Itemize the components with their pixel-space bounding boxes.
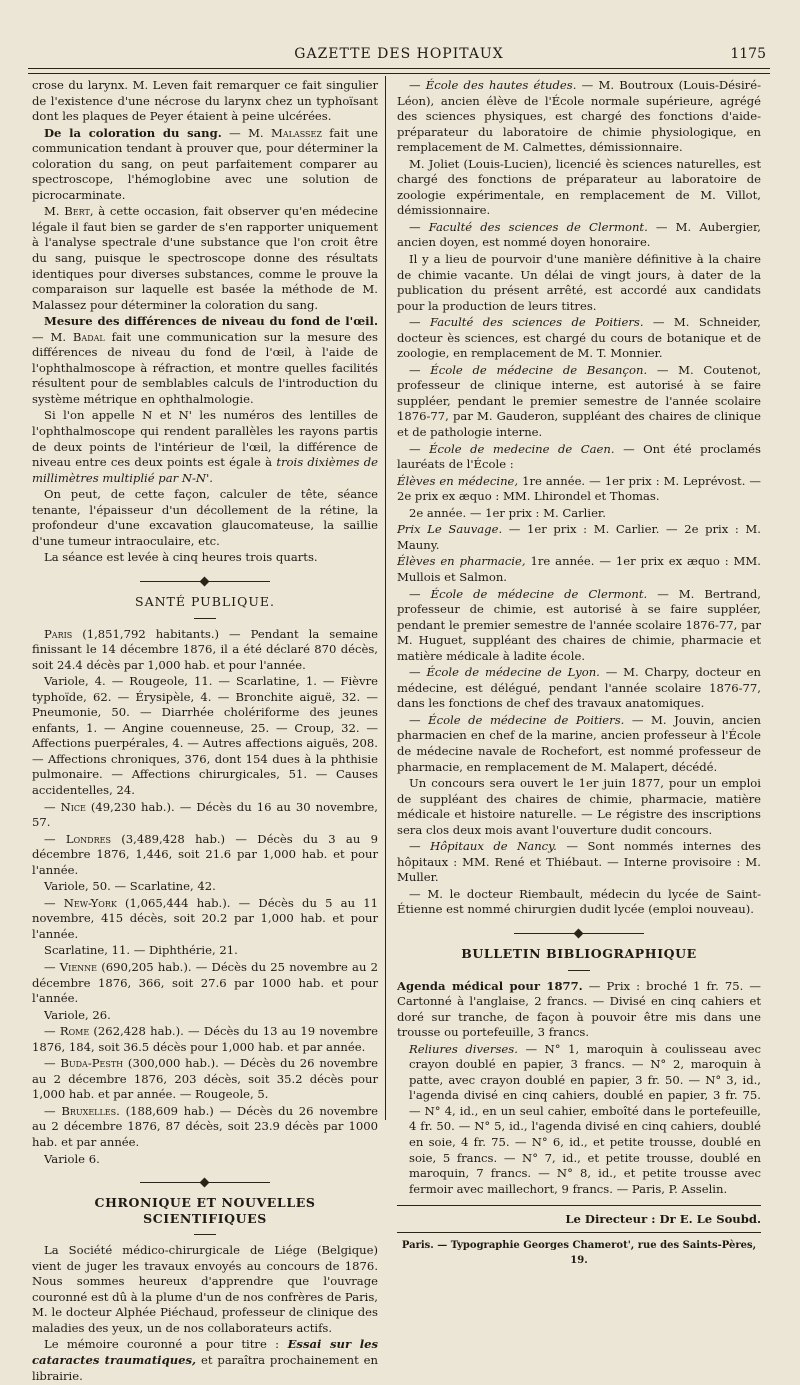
paragraph-londres-causes: Variole, 50. — Scarlatine, 42. (44, 879, 216, 894)
city-bruxelles: Bruxelles. (61, 1103, 120, 1118)
text-sauvage: — 1er prix : M. Carlier. — 2e prix : M. Mauny. (397, 522, 761, 552)
column-divider (385, 76, 386, 1120)
text-memoire-title: Essai sur les cataractes traumatiques, (32, 1337, 378, 1368)
paragraph-nice: — Nice (49,230 hab.). — Décès du 16 au 30 novembre, 57. (32, 799, 378, 830)
label-clermont-med: — École de médecine de Clermont. (409, 586, 648, 601)
paragraph-pharmacie (397, 554, 761, 585)
label-besancon: — École de médecine de Besançon. (409, 362, 648, 377)
section-ornament (140, 1175, 270, 1189)
text-mesure: fait une communication sur la mesure des différences de niveau du fond de l'œil, à l'aide de l'ophthalmoscope à réfraction, et montre quelles facilités résultent pour de semblables calculs de l'introduction du système métrique en ophthalmologie. (32, 329, 378, 406)
city-londres: Londres (65, 831, 111, 846)
text-lyon: — M. Charpy, docteur en médecine, est délégué, pendant l'année scolaire 1876-77, dans les fonctions de chef des travaux anatomiques. (397, 665, 761, 711)
text-coloration: fait une communication tendant à prouver que, pour déterminer la coloration du sang, on peut parfaitement comparer au spectroscope, l'hémoglobine avec une solution de picrocarminate. (32, 125, 378, 202)
paragraph-liege: La Société médico-chirurgicale de Liége (Belgique) vient de juger les travaux envoyés au concours de 1876. Nous sommes heureux d'apprendre que l'ouvrage couronné est dû à la plume d'un de nos confrères de Paris, M. le docteur Alphée Piéchaud, professeur de clinique des maladies des yeux, un de nos collaborateurs actifs. (32, 1243, 378, 1335)
paragraph-eleves-medecine (397, 474, 761, 505)
paragraph-concours: Un concours sera ouvert le 1er juin 1877, pour un emploi de suppléant des chaires de chimie, pharmacie, matière médicale et histoire naturelle. — Le régistre des inscriptions sera clos deux mois avant l'ouverture dudit concours. (397, 776, 761, 837)
paragraph-lyon (397, 665, 761, 712)
text-nancy: — Sont nommés internes des hôpitaux : MM. René et Thiébaut. — Interne provisoire : M. Muller. (397, 839, 761, 885)
paragraph-bruxelles-causes: Variole 6. (44, 1151, 100, 1166)
text-bert: à cette occasion, fait observer qu'en médecine légale il faut bien se garder de s'en rapporter uniquement à l'analyse spectrale d'une substance que l'on croit être du sang, puisque le spectroscope donne des résultats identiques pour diverses substances, comme le prouve la comparaison sur laquelle est basée la méthode de M. Malassez pour déterminer la coloration du sang. (32, 204, 378, 312)
author-bert: M. Bert, (44, 204, 94, 219)
city-newyork: New-York (63, 895, 117, 910)
paragraph-sauvage (397, 522, 761, 553)
paragraph-hautes-etudes (397, 78, 761, 156)
author-badal: M. Badal (50, 329, 105, 344)
heading-mesure: Mesure des différences de niveau du fond de l'œil. (44, 314, 378, 329)
city-rome: Rome (59, 1024, 90, 1039)
paragraph-coloration: De la coloration du sang. — M. Malassez fait une communication tendant à prouver que, pour déterminer la coloration du sang, on peut parfaitement comparer au spectroscope, l'hémoglobine avec une solution de picrocarminate. (32, 125, 378, 202)
text-clermont: — M. Aubergier, ancien doyen, est nommé doyen honoraire. (397, 219, 761, 250)
label-pharmacie: Élèves en pharmacie, (397, 554, 526, 569)
heading-sante-publique: SANTÉ PUBLIQUE. (135, 593, 275, 609)
city-paris: Paris (44, 626, 73, 641)
paragraph-caen (397, 442, 761, 473)
text-poitiers: — M. Schneider, docteur ès sciences, est chargé du cours de botanique et de zoologie, en remplacement de M. T. Monnier. (397, 315, 761, 361)
paragraph-seance: La séance est levée à cinq heures trois quarts. (44, 550, 318, 565)
page-number: 1175 (730, 46, 766, 62)
paragraph-poitiers-med (397, 713, 761, 775)
paragraph-bruxelles: — Bruxelles. (188,609 hab.) — Décès du 26 novembre au 2 décembre 1876, 87 décès, soit 23.9 décès par 1000 hab. et par année. (32, 1103, 378, 1149)
paragraph-onpeut: On peut, de cette façon, calculer de tête, séance tenante, l'épaisseur d'un décollement de la rétine, la profondeur d'une excavation glaucomateuse, la saillie d'une tumeur intraoculaire, etc. (32, 487, 378, 548)
paragraph-clermont (397, 220, 761, 251)
label-lyon: — École de médecine de Lyon. (409, 665, 600, 680)
text-caen: — Ont été proclamés lauréats de l'École : (397, 441, 761, 472)
paragraph-mesure: Mesure des différences de niveau du fond de l'œil. — M. Badal fait une communication sur la mesure des différences de niveau du fond de l'œil, à l'aide de l'ophthalmoscope à réfraction, et montre quelles facilités résultent pour de semblables calculs de l'introduction du système métrique en ophthalmologie. (32, 314, 378, 406)
text-besancon: — M. Coutenot, professeur de clinique interne, est autorisé à se faire suppléer, pendant le premier semestre de l'année scolaire 1876-77, par M. Gauderon, suppléant des chaires de clinique et de pathologie interne. (397, 362, 761, 440)
paragraph-clermont-med (397, 587, 761, 665)
label-hautes-etudes: — École des hautes études. (409, 78, 577, 92)
heading-bulletin: BULLETIN BIBLIOGRAPHIQUE (461, 945, 697, 961)
heading-dash (568, 970, 590, 971)
paragraph-londres: — Londres (3,489,428 hab.) — Décès du 3 au 9 décembre 1876, 1,446, soit 21.6 par 1,000 hab. et pour l'année. (32, 831, 378, 877)
label-agenda: Agenda médical pour 1877. (397, 978, 583, 993)
text-eleves-medecine: 1re année. — 1er prix : M. Leprévost. — 2e prix ex æquo : MM. Lhirondel et Thomas. (397, 473, 761, 504)
text-vienne: (690,205 hab.). — Décès du 25 novembre au 2 décembre 1876, 366, soit 27.6 par 1000 hab. et pour l'année. (32, 959, 378, 1006)
label-poitiers: — Faculté des sciences de Poitiers. (409, 315, 644, 330)
label-clermont: — Faculté des sciences de Clermont. (409, 219, 648, 234)
paragraph-poitiers (397, 315, 761, 362)
paragraph-riembault: — M. le docteur Riembault, médecin du lycée de Saint-Étienne est nommé chirurgien dudit lycée (emploi nouveau). (397, 886, 761, 917)
bibliography-block (397, 979, 761, 1198)
heading-dash (194, 618, 216, 619)
paragraph-niveau (32, 408, 378, 486)
label-reliures: Reliures diverses. (409, 1041, 518, 1056)
author-malassez: M. Malassez (248, 125, 322, 140)
text-rome: (262,428 hab.). — Décès du 13 au 19 novembre 1876, 184, soit 36.5 décès pour 1,000 hab. et par année. (32, 1024, 378, 1054)
text-niveau-formula: trois dixièmes de millimètres multiplié par N-N'. (32, 455, 378, 485)
heading-chronique: CHRONIQUE ET NOUVELLES SCIENTIFIQUES (94, 1195, 316, 1226)
text-londres: (3,489,428 hab.) — Décès du 3 au 9 décembre 1876, 1,446, soit 21.6 par 1,000 hab. et pour l'année. (32, 831, 378, 877)
text-hautes-etudes: — M. Boutroux (Louis-Désiré-Léon), ancien élève de l'École normale supérieure, agrégé des sciences physiques, est chargé des fonctions d'aide-préparateur du laboratoire de chimie physiologique, en remplacement de M. Calmettes, démissionnaire. (397, 78, 761, 155)
right-column (397, 78, 761, 1269)
city-nice: Nice (60, 799, 86, 814)
paragraph-bert (32, 204, 378, 313)
paragraph-paris-causes: Variole, 4. — Rougeole, 11. — Scarlatine, 1. — Fièvre typhoïde, 62. — Érysipèle, 4. — Bronchite aiguë, 32. — Pneumonie, 50. — Diarrhée cholériforme des jeunes enfants, 1. — Angine couenneuse, 25. — Croup, 32. — Affections puerpérales, 4. — Autres affections aiguës, 208. — Affections chroniques, 376, dont 154 dues à la phthisie pulmonaire. — Affections chirurgicales, 51. — Causes accidentelles, 24. (32, 674, 378, 797)
label-sauvage: Prix Le Sauvage. (397, 522, 503, 537)
paragraph-larynx: crose du larynx. M. Leven fait remarquer ce fait singulier de l'existence d'une nécrose du larynx chez un typhoïsant dont les plaques de Peyer étaient à peine ulcérées. (32, 78, 378, 124)
text-memoire: Le mémoire couronné a pour titre : (44, 1337, 279, 1352)
paragraph-eleves-medecine-2: 2e année. — 1er prix : M. Carlier. (409, 505, 606, 520)
paragraph-nancy (397, 839, 761, 886)
section-ornament (514, 926, 644, 940)
text-bruxelles: (188,609 hab.) — Décès du 26 novembre au 2 décembre 1876, 87 décès, soit 23.9 décès par 1000 hab. et par année. (32, 1103, 378, 1149)
paragraph-rome: — Rome (262,428 hab.). — Décès du 13 au 19 novembre 1876, 184, soit 36.5 décès pour 1,000 hab. et par année. (32, 1024, 378, 1054)
label-eleves-medecine: Élèves en médecine, (397, 473, 519, 488)
label-caen: — École de medecine de Caen. (409, 441, 615, 456)
city-buda: Buda-Pesth (60, 1056, 124, 1071)
text-buda: (300,000 hab.). — Décès du 26 novembre au 2 décembre 1876, 203 décès, soit 35.2 décès pour 1,000 hab. et par année. — Rougeole, 5. (32, 1056, 378, 1102)
text-paris: (1,851,792 habitants.) — Pendant la semaine finissant le 14 décembre 1876, il a été déclaré 870 décès, soit 24.4 décès par 1,000 hab. et pour l'année. (32, 626, 378, 672)
paragraph-reliures (397, 1042, 761, 1197)
text-pharmacie: 1re année. — 1er prix ex æquo : MM. Mullois et Salmon. (397, 554, 761, 584)
left-column (32, 78, 378, 1385)
page-header (28, 44, 770, 66)
paragraph-vienne: — Vienne (690,205 hab.). — Décès du 25 novembre au 2 décembre 1876, 366, soit 27.6 par 1000 hab. et pour l'année. (32, 959, 378, 1006)
text-niveau: Si l'on appelle N et N' les numéros des lentilles de l'ophthalmoscope qui rendent parallèles les rayons partis de deux points de l'intérieur de l'œil, la différence de niveau entre ces deux points est égale à (32, 408, 378, 470)
printer-text: Paris. — Typographie Georges Chamerot', rue des Saints-Pères, 19. (401, 1239, 757, 1267)
paragraph-buda: — Buda-Pesth (300,000 hab.). — Décès du 26 novembre au 2 décembre 1876, 203 décès, soit 35.2 décès pour 1,000 hab. et par année. — Rougeole, 5. (32, 1056, 378, 1102)
heading-coloration: De la coloration du sang. (44, 125, 222, 140)
text-reliures: — N° 1, maroquin à coulisseau avec crayon doublé en papier, 3 francs. — N° 2, maroquin à patte, avec crayon doublé en papier, 3 fr. 50. — N° 3, id., l'agenda divisé en cinq cahiers, doublé en papier, 3 fr. 75. — N° 4, id., en un seul cahier, emboîté dans le portefeuille, 4 fr. 50. — N° 5, id., l'agenda divisé en cinq cahiers, doublé en soie, 4 fr. 75. — N° 6, id., et petite trousse, doublé en soie, 5 francs. — N° 7, id., et petite trousse, doublé en maroquin, 7 francs. — N° 8, id., et petite trousse avec fermoir avec maillechort, 9 francs. — Paris, P. Asselin. (409, 1041, 762, 1196)
paragraph-chaire: Il y a lieu de pourvoir d'une manière définitive à la chaire de chimie vacante. Un délai de vingt jours, à dater de la publication du présent arrêté, est accordé aux candidats pour la production de leurs titres. (397, 252, 761, 313)
paragraph-newyork-causes: Scarlatine, 11. — Diphthérie, 21. (44, 943, 238, 958)
director-name: Le Directeur : Dr E. Le Soubd. (565, 1212, 761, 1227)
text-poitiers-med: — M. Jouvin, ancien pharmacien en chef de la marine, ancien professeur à l'École de médecine navale de Rochefort, est nommé professeur de pharmacie, en remplacement de M. Malapert, décédé. (397, 712, 761, 774)
section-ornament (140, 574, 270, 588)
text-nice: (49,230 hab.). — Décès du 16 au 30 novembre, 57. (32, 799, 378, 830)
paragraph-vienne-causes: Variole, 26. (44, 1007, 111, 1022)
city-vienne: Vienne (59, 959, 98, 974)
heading-dash (194, 1234, 216, 1235)
label-poitiers-med: — École de médecine de Poitiers. (409, 712, 625, 727)
director-line (397, 1205, 761, 1228)
paragraph-joliet: M. Joliet (Louis-Lucien), licencié ès sciences naturelles, est chargé des fonctions de préparateur au laboratoire de zoologie expérimentale, en remplacement de M. Villot, démissionnaire. (397, 156, 761, 218)
paragraph-memoire (32, 1337, 378, 1384)
header-rule (28, 68, 770, 74)
text-newyork: (1,065,444 hab.). — Décès du 5 au 11 novembre, 415 décès, soit 20.2 par 1,000 hab. et pour l'année. (32, 895, 378, 941)
paragraph-besancon (397, 363, 761, 441)
paragraph-agenda (397, 979, 761, 1041)
text-memoire-end: et paraîtra prochainement en librairie. (32, 1353, 378, 1383)
paragraph-paris (32, 627, 378, 674)
text-clermont-med: — M. Bertrand, professeur de chimie, est autorisé à se faire suppléer, pendant le premier semestre de l'année scolaire 1876-77, par M. Huguet, suppléant des chaires de chimie, pharmacie et matière médicale à ladite école. (397, 586, 761, 663)
journal-title: GAZETTE DES HOPITAUX (294, 46, 504, 62)
text-agenda: — Prix : broché 1 fr. 75. — Cartonné à l'anglaise, 2 francs. — Divisé en cinq cahiers et doré sur tranche, de façon à pouvoir être mis dans une trousse ou portefeuille, 3 francs. (397, 978, 761, 1040)
printer-line (397, 1232, 761, 1269)
label-nancy: — Hôpitaux de Nancy. (409, 839, 557, 854)
paragraph-newyork: — New-York (1,065,444 hab.). — Décès du 5 au 11 novembre, 415 décès, soit 20.2 par 1,000 hab. et pour l'année. (32, 895, 378, 941)
